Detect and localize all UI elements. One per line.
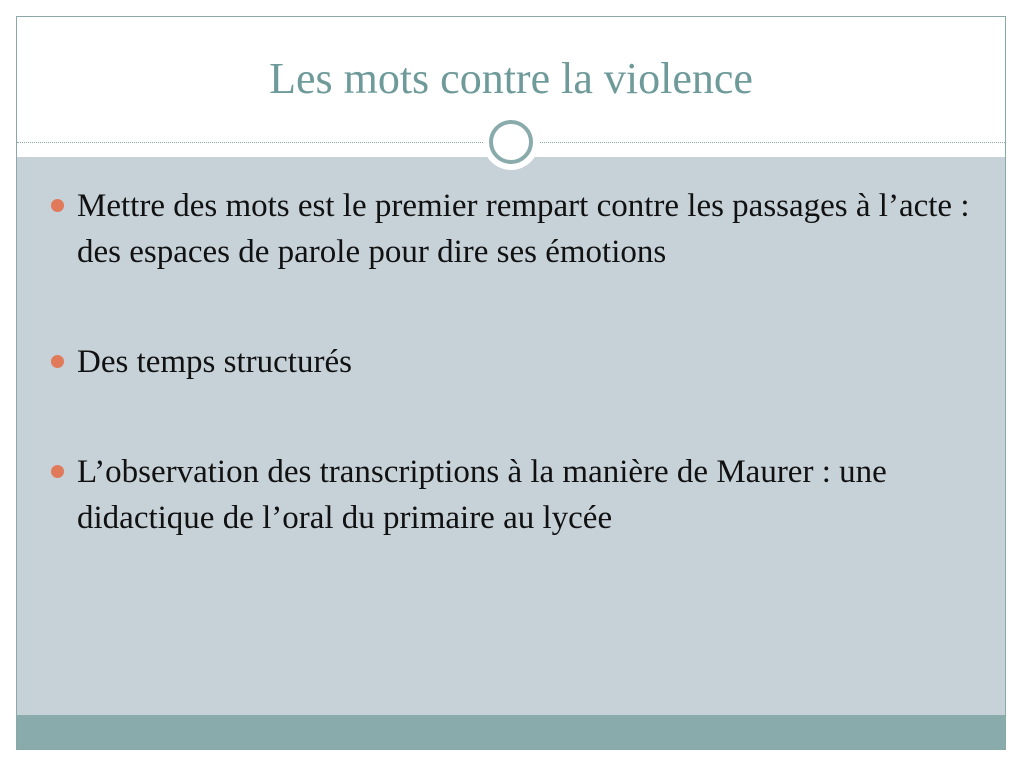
slide-title: Les mots contre la violence [269,54,753,103]
ring-shape [489,120,533,164]
bullet-list [51,183,971,605]
bullet-dot-icon [51,199,64,212]
bullet-item [51,339,971,385]
bullet-item [51,449,971,541]
bullet-text: L’observation des transcriptions à la manière de Maurer : une didactique de l’oral du primaire au lycée [77,454,887,536]
slide [16,16,1006,750]
footer-bar [17,715,1005,749]
bullet-item [51,183,971,275]
bullet-text: Mettre des mots est le premier rempart contre les passages à l’acte : des espaces de parole pour dire ses émotions [77,188,970,270]
bullet-dot-icon [51,465,64,478]
bullet-dot-icon [51,355,64,368]
ring-icon [483,114,539,170]
bullet-text: Des temps structurés [77,344,352,380]
